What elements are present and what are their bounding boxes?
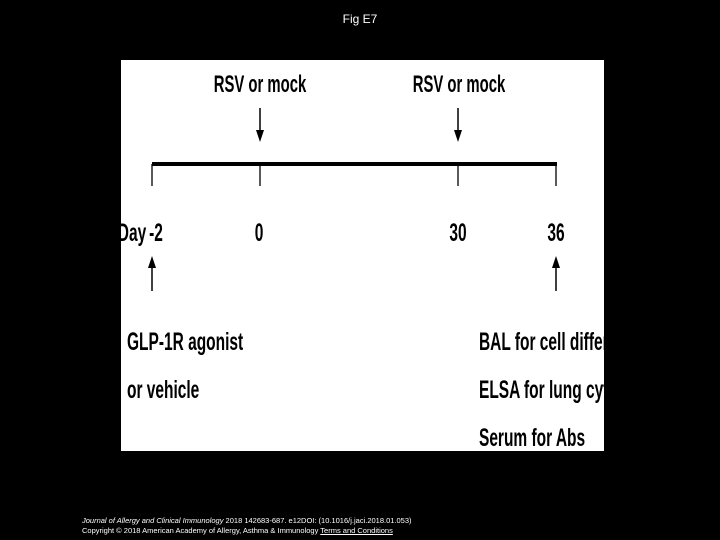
timeline-figure [117,60,658,453]
tick-label-36: 36 [547,219,565,248]
timeline-diagram [117,60,658,453]
rsv-label-day0: RSV or mock [213,71,307,99]
footer [82,516,412,536]
citation-line [82,516,412,526]
slide-title: Fig E7 [342,12,378,26]
tick-label-30: 30 [449,219,467,248]
readout-serum: Serum for Abs [478,424,586,453]
tick-label-0: 0 [254,219,264,248]
rsv-label-day30: RSV or mock [412,71,506,99]
tick-label-minus2: -2 [149,219,163,248]
down-arrow-icon [256,108,264,142]
treatment-label-line2: or vehicle [127,376,200,405]
copyright-line [82,526,412,536]
readout-bal: BAL for cell differentials [478,328,658,357]
treatment-label: GLP-1R agonist [127,328,244,357]
copyright-text: Copyright © 2018 American Academy of Allergy, Asthma & Immunology [82,526,319,535]
down-arrow-icon [454,108,462,142]
journal-name: Journal of Allergy and Clinical Immunology [82,516,224,525]
citation-text: 2018 142683-687. e12DOI: (10.1016/j.jaci.2018.01.053) [223,516,412,525]
up-arrow-icon [148,256,156,291]
terms-link[interactable]: Terms and Conditions [320,526,393,535]
up-arrow-icon [552,256,560,291]
day-axis-label: Day [117,219,147,248]
timeline-bar [152,164,557,186]
readout-elsa: ELSA for lung cytokines [478,376,658,405]
